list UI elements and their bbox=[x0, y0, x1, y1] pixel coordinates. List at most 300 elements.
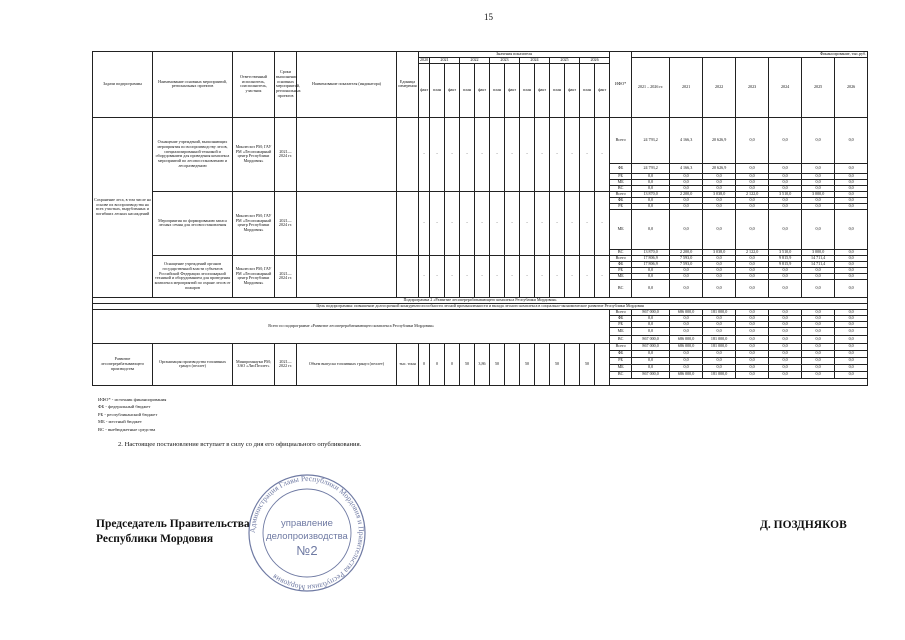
financing-value: 181 000,0 bbox=[703, 309, 736, 315]
indicator-value: - bbox=[535, 117, 550, 191]
indicator-value: - bbox=[430, 191, 445, 255]
financing-value: 867 000,0 bbox=[632, 343, 670, 350]
financing-value: 0,0 bbox=[835, 309, 868, 315]
financing-value: 0,0 bbox=[703, 179, 736, 185]
ifo-code: РБ bbox=[610, 321, 632, 327]
financing-value: 17 806,9 bbox=[632, 255, 670, 261]
ifo-code: ВС bbox=[610, 279, 632, 297]
indicator-value: - bbox=[565, 117, 580, 191]
ifo-code: Всего bbox=[610, 117, 632, 163]
indicator-value: - bbox=[535, 191, 550, 255]
financing-value: 0,0 bbox=[703, 350, 736, 357]
header-year: 2021 bbox=[430, 57, 460, 63]
header-fact: факт bbox=[565, 63, 580, 117]
financing-value: 0,0 bbox=[769, 267, 802, 273]
financing-value: 0,0 bbox=[736, 315, 769, 321]
financing-value: 0,0 bbox=[670, 209, 703, 249]
measure-cell: Оснащение учреждений, выполняющих мероприятия по воспроизводству лесов, специализированной техникой и оборудованием для проведения комплекса мероприятий по лесовосстановлению и лесоразведению bbox=[153, 117, 233, 191]
financing-value: 0,0 bbox=[802, 179, 835, 185]
financing-value: 0,0 bbox=[736, 357, 769, 364]
financing-value: 0,0 bbox=[835, 357, 868, 364]
indicator-value: - bbox=[595, 191, 610, 255]
financing-value: 867 000,0 bbox=[632, 309, 670, 315]
unit-cell bbox=[397, 117, 419, 191]
financing-value: 0,0 bbox=[769, 197, 802, 203]
indicator-value bbox=[565, 343, 580, 385]
financing-value: 0,0 bbox=[802, 350, 835, 357]
header-indicator-values: Значения показателя bbox=[419, 52, 610, 58]
financing-value: 0,0 bbox=[835, 343, 868, 350]
indicator-value: - bbox=[419, 191, 430, 255]
financing-value: 0,0 bbox=[736, 209, 769, 249]
financing-value: 0,0 bbox=[632, 179, 670, 185]
indicator-value: - bbox=[565, 255, 580, 297]
ifo-code: МБ bbox=[610, 209, 632, 249]
ifo-code: МБ bbox=[610, 364, 632, 371]
header-plan: план bbox=[520, 63, 535, 117]
financing-value: 0,0 bbox=[835, 350, 868, 357]
header-year: 2025 bbox=[550, 57, 580, 63]
financing-value: 0,0 bbox=[802, 173, 835, 179]
financing-value: 0,0 bbox=[769, 327, 802, 335]
indicator-value: 50 bbox=[490, 343, 505, 385]
header-plan: план bbox=[460, 63, 475, 117]
financing-value: 0,0 bbox=[802, 209, 835, 249]
indicator-value: - bbox=[475, 191, 490, 255]
financing-value: 0,0 bbox=[703, 364, 736, 371]
header-fin-year: 2025 bbox=[802, 57, 835, 117]
financing-value: 0,0 bbox=[670, 327, 703, 335]
financing-value: 0,0 bbox=[769, 185, 802, 191]
header-plan: план bbox=[490, 63, 505, 117]
ifo-code: ФБ bbox=[610, 315, 632, 321]
executor-cell: Минлесхоз РМ; ГАУ РМ «Лесопожарный центр Республики Мордовия» bbox=[233, 255, 275, 297]
indicator-value: - bbox=[460, 255, 475, 297]
financing-value: 0,0 bbox=[632, 203, 670, 209]
header-plan: план bbox=[430, 63, 445, 117]
indicator-value: 0 bbox=[430, 343, 445, 385]
header-fact: факт bbox=[535, 63, 550, 117]
indicator-value: - bbox=[580, 255, 595, 297]
financing-value: 0,0 bbox=[802, 267, 835, 273]
financing-value: 0,0 bbox=[703, 315, 736, 321]
financing-value: 0,0 bbox=[835, 315, 868, 321]
indicator-value: - bbox=[419, 255, 430, 297]
indicator-value: - bbox=[430, 255, 445, 297]
financing-value: 0,0 bbox=[736, 364, 769, 371]
financing-value: 0,0 bbox=[736, 267, 769, 273]
indicator-name-cell bbox=[297, 117, 397, 191]
ifo-code: Всего bbox=[610, 343, 632, 350]
financing-value: 0,0 bbox=[802, 327, 835, 335]
financing-value: 0,0 bbox=[632, 350, 670, 357]
financing-value: 0,0 bbox=[835, 279, 868, 297]
ifo-code: ВС bbox=[610, 185, 632, 191]
footnote: ФБ - федеральный бюджет bbox=[98, 404, 151, 410]
financing-value: 0,0 bbox=[632, 209, 670, 249]
financing-value: 686 000,0 bbox=[670, 343, 703, 350]
header-unit: Единица измерения bbox=[397, 52, 419, 118]
financing-value: 0,0 bbox=[632, 315, 670, 321]
financing-value: 24 793,2 bbox=[632, 117, 670, 163]
financing-value: 0,0 bbox=[703, 279, 736, 297]
financing-value: 2 122,0 bbox=[736, 249, 769, 255]
financing-value: 0,0 bbox=[736, 255, 769, 261]
financing-value: 3 038,0 bbox=[703, 191, 736, 197]
financing-value: 0,0 bbox=[670, 273, 703, 279]
subprogram2-title: Подпрограмма 2 «Развитие лесоперерабатывающего комплекса Республики Мордовия» bbox=[93, 297, 868, 303]
financing-value: 0,0 bbox=[703, 185, 736, 191]
financing-value: 0,0 bbox=[835, 267, 868, 273]
indicator-value: - bbox=[445, 191, 460, 255]
financing-value: 0,0 bbox=[802, 335, 835, 343]
financing-value: 0,0 bbox=[703, 273, 736, 279]
financing-value: 0,0 bbox=[802, 364, 835, 371]
financing-value: 0,0 bbox=[802, 309, 835, 315]
financing-value: 0,0 bbox=[736, 261, 769, 267]
indicator-value: 50 bbox=[550, 343, 565, 385]
indicator-value: 3,86 bbox=[475, 343, 490, 385]
footnote: ИФО* - источник финансирования bbox=[98, 397, 167, 402]
header-plan: план bbox=[580, 63, 595, 117]
indicator-value: - bbox=[580, 117, 595, 191]
ifo-code: ФБ bbox=[610, 350, 632, 357]
ifo-code: ВС bbox=[610, 249, 632, 255]
financing-value: 0,0 bbox=[736, 185, 769, 191]
financing-value: 13 870,0 bbox=[632, 249, 670, 255]
stamp-ring-text: Администрация Главы Республики Мордовия и Правительства Республики Мордовия bbox=[247, 474, 367, 592]
financing-value: 0,0 bbox=[835, 261, 868, 267]
financing-value: 0,0 bbox=[769, 173, 802, 179]
indicator-value: 0 bbox=[419, 343, 430, 385]
ifo-code: Всего bbox=[610, 255, 632, 261]
financing-value: 686 000,0 bbox=[670, 371, 703, 378]
financing-value: 0,0 bbox=[736, 163, 769, 173]
measure-cell: Организация производства топливных гранул (пеллет) bbox=[153, 343, 233, 385]
financing-table bbox=[92, 51, 868, 386]
financing-value: 0,0 bbox=[632, 321, 670, 327]
financing-value: 7 593,0 bbox=[670, 255, 703, 261]
financing-value: 0,0 bbox=[703, 255, 736, 261]
financing-value: 0,0 bbox=[632, 267, 670, 273]
financing-value: 3 510,0 bbox=[769, 249, 802, 255]
financing-value: 867 000,0 bbox=[632, 371, 670, 378]
unit-cell bbox=[397, 255, 419, 297]
financing-value: 0,0 bbox=[736, 321, 769, 327]
financing-value: 13 870,0 bbox=[632, 191, 670, 197]
financing-value: 3 000,0 bbox=[802, 249, 835, 255]
financing-value: 0,0 bbox=[703, 321, 736, 327]
task-cell: Сохранение леса, в том числе на основе их воспроизводства на всех участках, вырубленных и погибших лесных насаждений bbox=[93, 117, 153, 297]
financing-value: 0,0 bbox=[736, 279, 769, 297]
ifo-code: Всего bbox=[610, 191, 632, 197]
header-fin-year: 2024 bbox=[769, 57, 802, 117]
financing-value: 0,0 bbox=[769, 335, 802, 343]
table-row bbox=[93, 343, 868, 350]
financing-value: 0,0 bbox=[670, 203, 703, 209]
financing-value: 0,0 bbox=[835, 197, 868, 203]
ifo-code: РБ bbox=[610, 267, 632, 273]
financing-value: 0,0 bbox=[632, 357, 670, 364]
financing-value: 0,0 bbox=[769, 273, 802, 279]
indicator-value: - bbox=[565, 191, 580, 255]
financing-value: 0,0 bbox=[835, 185, 868, 191]
financing-value: 3 510,0 bbox=[769, 191, 802, 197]
financing-value: 0,0 bbox=[736, 197, 769, 203]
financing-value: 0,0 bbox=[632, 279, 670, 297]
financing-value: 20 626,9 bbox=[703, 117, 736, 163]
measure-cell: Оснащение учреждений органов государственной власти субъектов Российской Федерации лесопожарной техникой и оборудованием для проведения комплекса мероприятий по охране лесов от пожаров bbox=[153, 255, 233, 297]
financing-value: 0,0 bbox=[835, 173, 868, 179]
financing-value: 0,0 bbox=[769, 321, 802, 327]
header-fin-year: 2022 bbox=[703, 57, 736, 117]
financing-value: 0,0 bbox=[769, 364, 802, 371]
stamp-line2: делопроизводства bbox=[266, 531, 348, 542]
financing-value: 686 000,0 bbox=[670, 309, 703, 315]
financing-value: 0,0 bbox=[835, 327, 868, 335]
unit-cell: тыс. тонн bbox=[397, 343, 419, 385]
financing-value: 0,0 bbox=[835, 117, 868, 163]
measure-cell: Мероприятия по формированию запаса лесных семян для лесовосстановления bbox=[153, 191, 233, 255]
executor-cell: Минлесхоз РМ; ГАУ РМ «Лесопожарный центр Республики Мордовия» bbox=[233, 117, 275, 191]
financing-value: 0,0 bbox=[769, 179, 802, 185]
executor-cell: Минпромнауки РМ; ЗАО «ЛисПеллет» bbox=[233, 343, 275, 385]
ifo-code: ФБ bbox=[610, 163, 632, 173]
financing-value: 2 200,0 bbox=[670, 191, 703, 197]
financing-value: 0,0 bbox=[835, 203, 868, 209]
financing-value: 0,0 bbox=[802, 321, 835, 327]
executor-cell: Минлесхоз РМ; ГАУ РМ «Лесопожарный центр Республики Мордовия» bbox=[233, 191, 275, 255]
indicator-value: - bbox=[520, 117, 535, 191]
financing-value: 9 815,9 bbox=[769, 261, 802, 267]
terms-cell: 2021— 2024 гг. bbox=[275, 191, 297, 255]
financing-value: 181 000,0 bbox=[703, 343, 736, 350]
header-ifo: ИФО* bbox=[610, 52, 632, 118]
financing-value: 0,0 bbox=[736, 309, 769, 315]
financing-value: 0,0 bbox=[703, 203, 736, 209]
financing-value: 0,0 bbox=[632, 173, 670, 179]
financing-value: 17 806,9 bbox=[632, 261, 670, 267]
financing-value: 0,0 bbox=[802, 371, 835, 378]
financing-value: 24 793,2 bbox=[632, 163, 670, 173]
indicator-value: - bbox=[460, 191, 475, 255]
ifo-code: МБ bbox=[610, 273, 632, 279]
official-stamp bbox=[222, 474, 392, 592]
subprogram2-total-label: Всего по подпрограмме «Развитие лесоперерабатывающего комплекса Республики Мордовия» bbox=[93, 309, 610, 343]
indicator-value: - bbox=[445, 117, 460, 191]
header-task: Задачи подпрограммы bbox=[93, 52, 153, 118]
indicator-value: 50 bbox=[580, 343, 595, 385]
footnote: МБ - местный бюджет bbox=[98, 419, 142, 425]
financing-value: 0,0 bbox=[802, 163, 835, 173]
financing-value: 0,0 bbox=[632, 327, 670, 335]
stamp-line1: управление bbox=[281, 518, 333, 529]
indicator-value: - bbox=[445, 255, 460, 297]
indicator-value: - bbox=[490, 117, 505, 191]
financing-value: 0,0 bbox=[736, 117, 769, 163]
indicator-name-cell bbox=[297, 255, 397, 297]
indicator-value: - bbox=[595, 255, 610, 297]
indicator-value: - bbox=[490, 191, 505, 255]
indicator-value bbox=[505, 343, 520, 385]
financing-value: 0,0 bbox=[802, 197, 835, 203]
ifo-code: РБ bbox=[610, 357, 632, 364]
indicator-value: - bbox=[475, 255, 490, 297]
header-plan: план bbox=[550, 63, 565, 117]
header-fact: факт bbox=[419, 63, 430, 117]
indicator-value: - bbox=[419, 117, 430, 191]
header-executor: Ответственный исполнитель, соисполнитель, участник bbox=[233, 52, 275, 118]
financing-value: 0,0 bbox=[632, 364, 670, 371]
financing-value: 181 000,0 bbox=[703, 335, 736, 343]
header-fin-year: 2021 – 2026 гг. bbox=[632, 57, 670, 117]
financing-value: 0,0 bbox=[736, 343, 769, 350]
financing-value: 4 166,3 bbox=[670, 117, 703, 163]
empty-cell bbox=[610, 378, 868, 385]
financing-value: 2 122,0 bbox=[736, 191, 769, 197]
indicator-value: 0 bbox=[445, 343, 460, 385]
financing-value: 4 166,3 bbox=[670, 163, 703, 173]
financing-value: 0,0 bbox=[736, 327, 769, 335]
header-year: 2020 bbox=[420, 56, 429, 62]
financing-value: 0,0 bbox=[802, 279, 835, 297]
financing-value: 0,0 bbox=[703, 327, 736, 335]
financing-value: 0,0 bbox=[802, 273, 835, 279]
effective-date-paragraph: 2. Настоящее постановление вступает в силу со дня его официального опубликования. bbox=[118, 441, 362, 448]
footnote: РБ - республиканский бюджет bbox=[98, 411, 158, 417]
financing-value: 181 000,0 bbox=[703, 371, 736, 378]
footnotes bbox=[98, 396, 166, 433]
financing-value: 7 593,0 bbox=[670, 261, 703, 267]
ifo-code: ФБ bbox=[610, 197, 632, 203]
header-financing: Финансирование, тыс.руб. bbox=[632, 52, 868, 58]
financing-value: 0,0 bbox=[802, 203, 835, 209]
table-row bbox=[93, 117, 868, 163]
financing-value: 20 626,9 bbox=[703, 163, 736, 173]
financing-value: 0,0 bbox=[769, 371, 802, 378]
financing-value: 0,0 bbox=[769, 357, 802, 364]
ifo-code: РБ bbox=[610, 203, 632, 209]
header-fact: факт bbox=[445, 63, 460, 117]
financing-value: 0,0 bbox=[769, 117, 802, 163]
financing-value: 0,0 bbox=[835, 321, 868, 327]
header-fact: факт bbox=[505, 63, 520, 117]
financing-value: 0,0 bbox=[835, 179, 868, 185]
financing-value: 0,0 bbox=[802, 343, 835, 350]
header-measures: Наименование основных мероприятий, региональных проектов bbox=[153, 52, 233, 118]
ifo-code: МБ bbox=[610, 327, 632, 335]
financing-value: 0,0 bbox=[769, 209, 802, 249]
header-fin-year: 2026 bbox=[835, 57, 868, 117]
financing-value: 686 000,0 bbox=[670, 335, 703, 343]
indicator-value: 50 bbox=[520, 343, 535, 385]
financing-value: 0,0 bbox=[670, 197, 703, 203]
signatory-name: Д. ПОЗДНЯКОВ bbox=[760, 519, 847, 531]
financing-value: 0,0 bbox=[703, 197, 736, 203]
stamp-line3: №2 bbox=[296, 543, 318, 558]
ifo-code: Всего bbox=[610, 309, 632, 315]
signatory-title-line1: Председатель Правительства bbox=[96, 518, 250, 530]
financing-value: 0,0 bbox=[670, 357, 703, 364]
financing-value: 0,0 bbox=[736, 203, 769, 209]
ifo-code: ВС bbox=[610, 335, 632, 343]
financing-value: 0,0 bbox=[802, 185, 835, 191]
financing-value: 14 711,4 bbox=[802, 261, 835, 267]
header-terms: Сроки выполнения основных мероприятий, региональных проектов bbox=[275, 52, 297, 118]
financing-value: 0,0 bbox=[703, 261, 736, 267]
financing-value: 0,0 bbox=[703, 209, 736, 249]
financing-value: 0,0 bbox=[769, 315, 802, 321]
header-fin-year: 2023 bbox=[736, 57, 769, 117]
indicator-value: - bbox=[550, 255, 565, 297]
indicator-value: - bbox=[490, 255, 505, 297]
financing-value: 0,0 bbox=[769, 279, 802, 297]
indicator-value: - bbox=[550, 117, 565, 191]
financing-value: 0,0 bbox=[670, 350, 703, 357]
financing-value: 0,0 bbox=[670, 321, 703, 327]
header-year: 2023 bbox=[490, 57, 520, 63]
indicator-value: - bbox=[430, 117, 445, 191]
header-fact: факт bbox=[595, 63, 610, 117]
financing-value: 2 200,0 bbox=[670, 249, 703, 255]
financing-value: 0,0 bbox=[769, 203, 802, 209]
financing-value: 0,0 bbox=[802, 117, 835, 163]
indicator-value: - bbox=[535, 255, 550, 297]
indicator-name-cell bbox=[297, 191, 397, 255]
footnote: ВС - внебюджетные средства bbox=[98, 426, 156, 432]
terms-cell: 2021— 2022 гг. bbox=[275, 343, 297, 385]
financing-value: 0,0 bbox=[835, 249, 868, 255]
financing-value: 0,0 bbox=[769, 350, 802, 357]
financing-value: 0,0 bbox=[835, 335, 868, 343]
terms-cell: 2021— 2024 гг. bbox=[275, 117, 297, 191]
financing-value: 0,0 bbox=[769, 343, 802, 350]
ifo-code: ВС bbox=[610, 371, 632, 378]
financing-value: 0,0 bbox=[670, 173, 703, 179]
unit-cell bbox=[397, 191, 419, 255]
financing-value: 0,0 bbox=[632, 197, 670, 203]
page-number: 15 bbox=[484, 12, 493, 22]
financing-value: 0,0 bbox=[835, 163, 868, 173]
header-year: 2022 bbox=[460, 57, 490, 63]
header-indicator: Наименование показателя (индикатора) bbox=[297, 52, 397, 118]
ifo-code: РБ bbox=[610, 173, 632, 179]
header-year: 2026 bbox=[580, 57, 610, 63]
financing-value: 0,0 bbox=[736, 173, 769, 179]
signatory-title-line2: Республики Мордовия bbox=[96, 533, 214, 545]
indicator-value: - bbox=[475, 117, 490, 191]
financing-value: 0,0 bbox=[670, 279, 703, 297]
financing-value: 0,0 bbox=[835, 371, 868, 378]
financing-value: 0,0 bbox=[802, 357, 835, 364]
financing-value: 0,0 bbox=[670, 364, 703, 371]
indicator-value: - bbox=[520, 191, 535, 255]
ifo-code: ФБ bbox=[610, 261, 632, 267]
financing-value: 0,0 bbox=[703, 173, 736, 179]
terms-cell: 2021— 2024 гг. bbox=[275, 255, 297, 297]
financing-value: 0,0 bbox=[835, 209, 868, 249]
financing-value: 3 038,0 bbox=[703, 249, 736, 255]
indicator-value: - bbox=[460, 117, 475, 191]
indicator-value bbox=[595, 343, 610, 385]
indicator-value: - bbox=[505, 255, 520, 297]
indicator-name-cell: Объем выпуска топливных гранул (пеллет) bbox=[297, 343, 397, 385]
indicator-value: - bbox=[505, 191, 520, 255]
financing-value: 0,0 bbox=[835, 191, 868, 197]
financing-value: 0,0 bbox=[736, 371, 769, 378]
financing-value: 0,0 bbox=[736, 335, 769, 343]
financing-value: 0,0 bbox=[835, 273, 868, 279]
